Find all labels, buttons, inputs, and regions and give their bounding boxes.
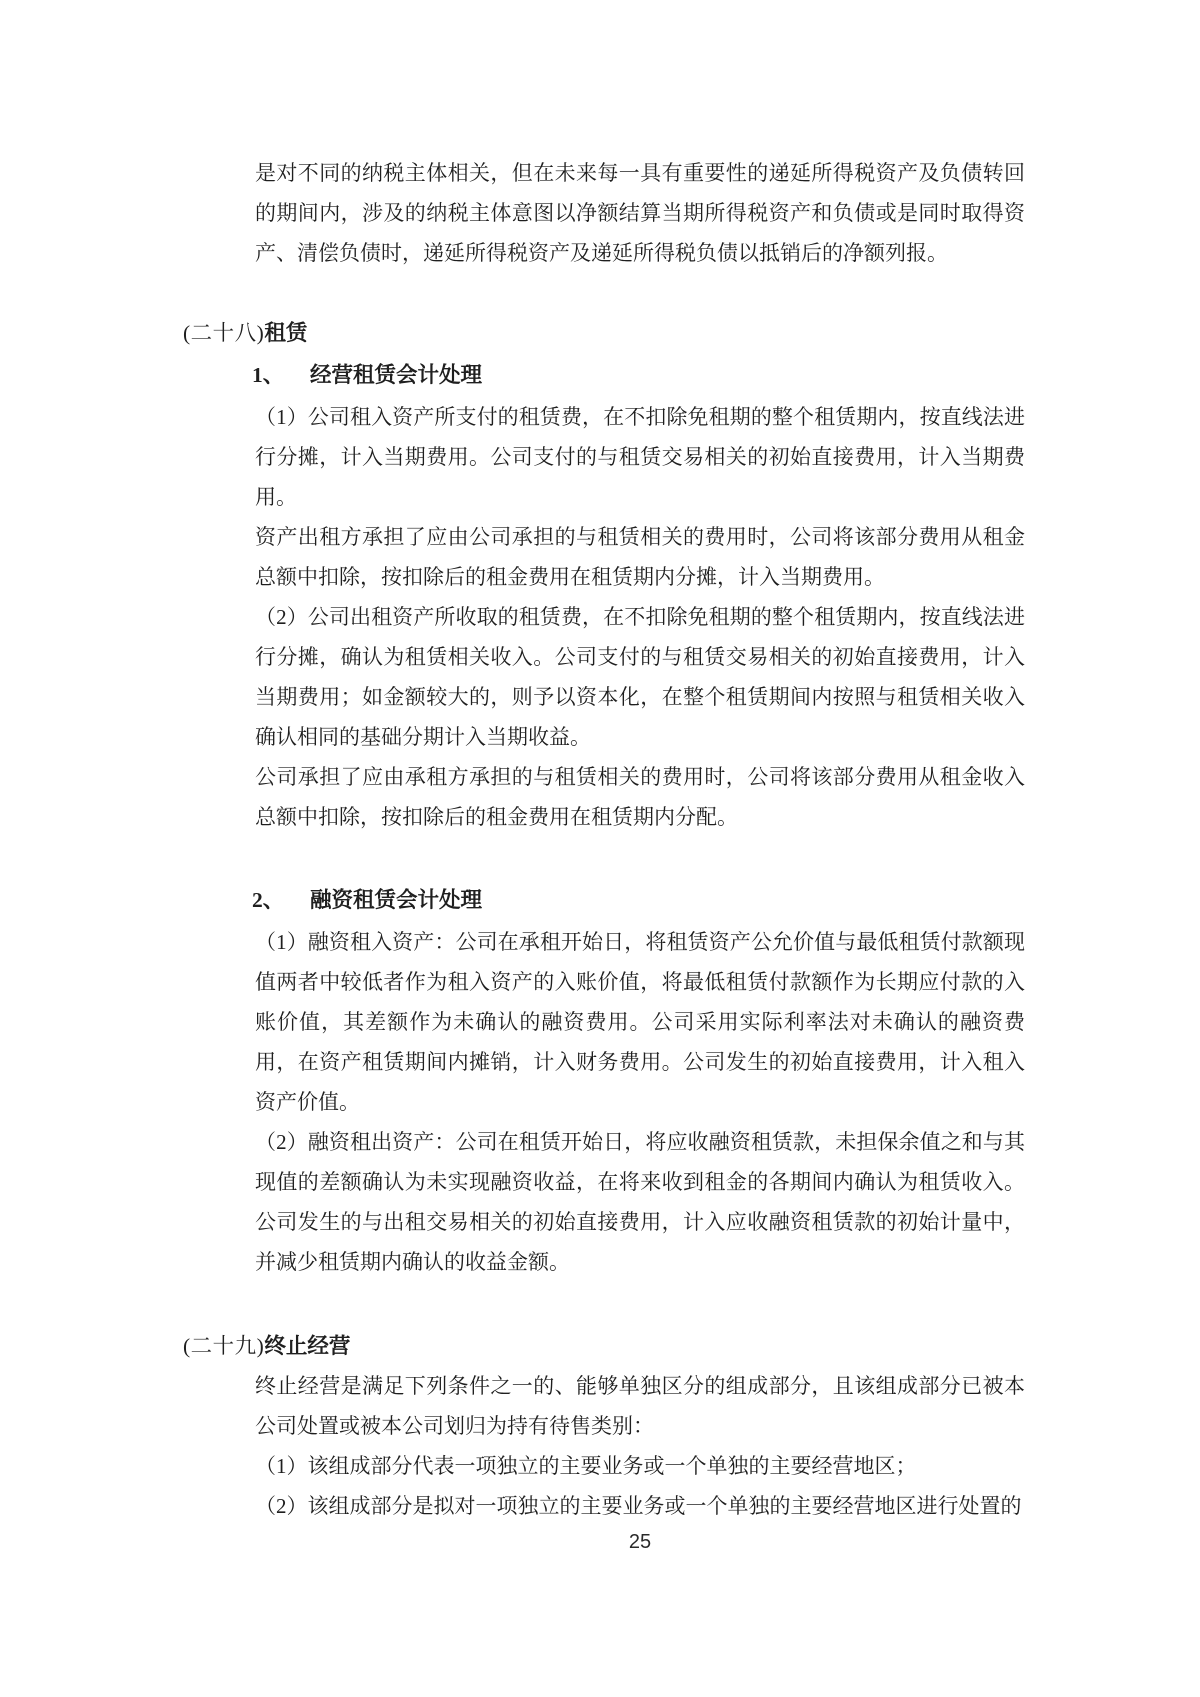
subsection-title: 融资租赁会计处理: [310, 888, 483, 912]
paragraph-operating-lease-1: （1）公司租入资产所支付的租赁费，在不扣除免租期的整个租赁期内，按直线法进行分摊，计入当期费用。公司支付的与租赁交易相关的初始直接费用，计入当期费用。: [255, 405, 1025, 509]
section-heading-leases: [183, 313, 1031, 353]
subsection-number: 1、: [252, 363, 285, 387]
subsection-number: 2、: [252, 888, 285, 912]
subsection-title: 经营租赁会计处理: [310, 363, 483, 387]
page-number: 25: [628, 1531, 652, 1553]
section-number: (二十八): [183, 321, 265, 345]
section-heading-discontinued-operations: [183, 1326, 1031, 1366]
paragraph-finance-lease-2: （2）融资租出资产：公司在租赁开始日，将应收融资租赁款，未担保余值之和与其现值的差额确认为未实现融资收益，在将来收到租金的各期间内确认为租赁收入。公司发生的与出租交易相关的初始直接费用，计入应收融资租赁款的初始计量中，并减少租赁期内确认的收益金额。: [255, 1130, 1025, 1274]
page-content: [183, 153, 1031, 1526]
section-title: 租赁: [264, 321, 308, 345]
section-number: (二十九): [183, 1334, 265, 1358]
paragraph-deferred-tax-continuation: 是对不同的纳税主体相关，但在未来每一具有重要性的递延所得税资产及负债转回的期间内，涉及的纳税主体意图以净额结算当期所得税资产和负债或是同时取得资产、清偿负债时，递延所得税资产及递延所得税负债以抵销后的净额列报。: [255, 161, 1025, 265]
paragraph-discontinued-operations-condition-1: （1）该组成部分代表一项独立的主要业务或一个单独的主要经营地区；: [255, 1454, 917, 1478]
section-title: 终止经营: [264, 1334, 351, 1358]
subsection-heading-finance-lease: [252, 880, 1031, 920]
paragraph-finance-lease-1: （1）融资租入资产：公司在承租开始日，将租赁资产公允价值与最低租赁付款额现值两者中较低者作为租入资产的入账价值，将最低租赁付款额作为长期应付款的入账价值，其差额作为未确认的融资费用。公司采用实际利率法对未确认的融资费用，在资产租赁期间内摊销，计入财务费用。公司发生的初始直接费用，计入租入资产价值。: [255, 930, 1025, 1114]
subsection-heading-operating-lease: [252, 355, 1031, 395]
paragraph-operating-lease-4: 公司承担了应由承租方承担的与租赁相关的费用时，公司将该部分费用从租金收入总额中扣除，按扣除后的租金费用在租赁期内分配。: [255, 765, 1025, 829]
paragraph-operating-lease-2: 资产出租方承担了应由公司承担的与租赁相关的费用时，公司将该部分费用从租金总额中扣除，按扣除后的租金费用在租赁期内分摊，计入当期费用。: [255, 525, 1025, 589]
paragraph-discontinued-operations-intro: 终止经营是满足下列条件之一的、能够单独区分的组成部分，且该组成部分已被本公司处置或被本公司划归为持有待售类别：: [255, 1374, 1025, 1438]
paragraph-operating-lease-3: （2）公司出租资产所收取的租赁费，在不扣除免租期的整个租赁期内，按直线法进行分摊，确认为租赁相关收入。公司支付的与租赁交易相关的初始直接费用，计入当期费用；如金额较大的，则予以资本化，在整个租赁期间内按照与租赁相关收入确认相同的基础分期计入当期收益。: [255, 605, 1025, 749]
paragraph-discontinued-operations-condition-2: （2）该组成部分是拟对一项独立的主要业务或一个单独的主要经营地区进行处置的: [255, 1494, 1022, 1518]
